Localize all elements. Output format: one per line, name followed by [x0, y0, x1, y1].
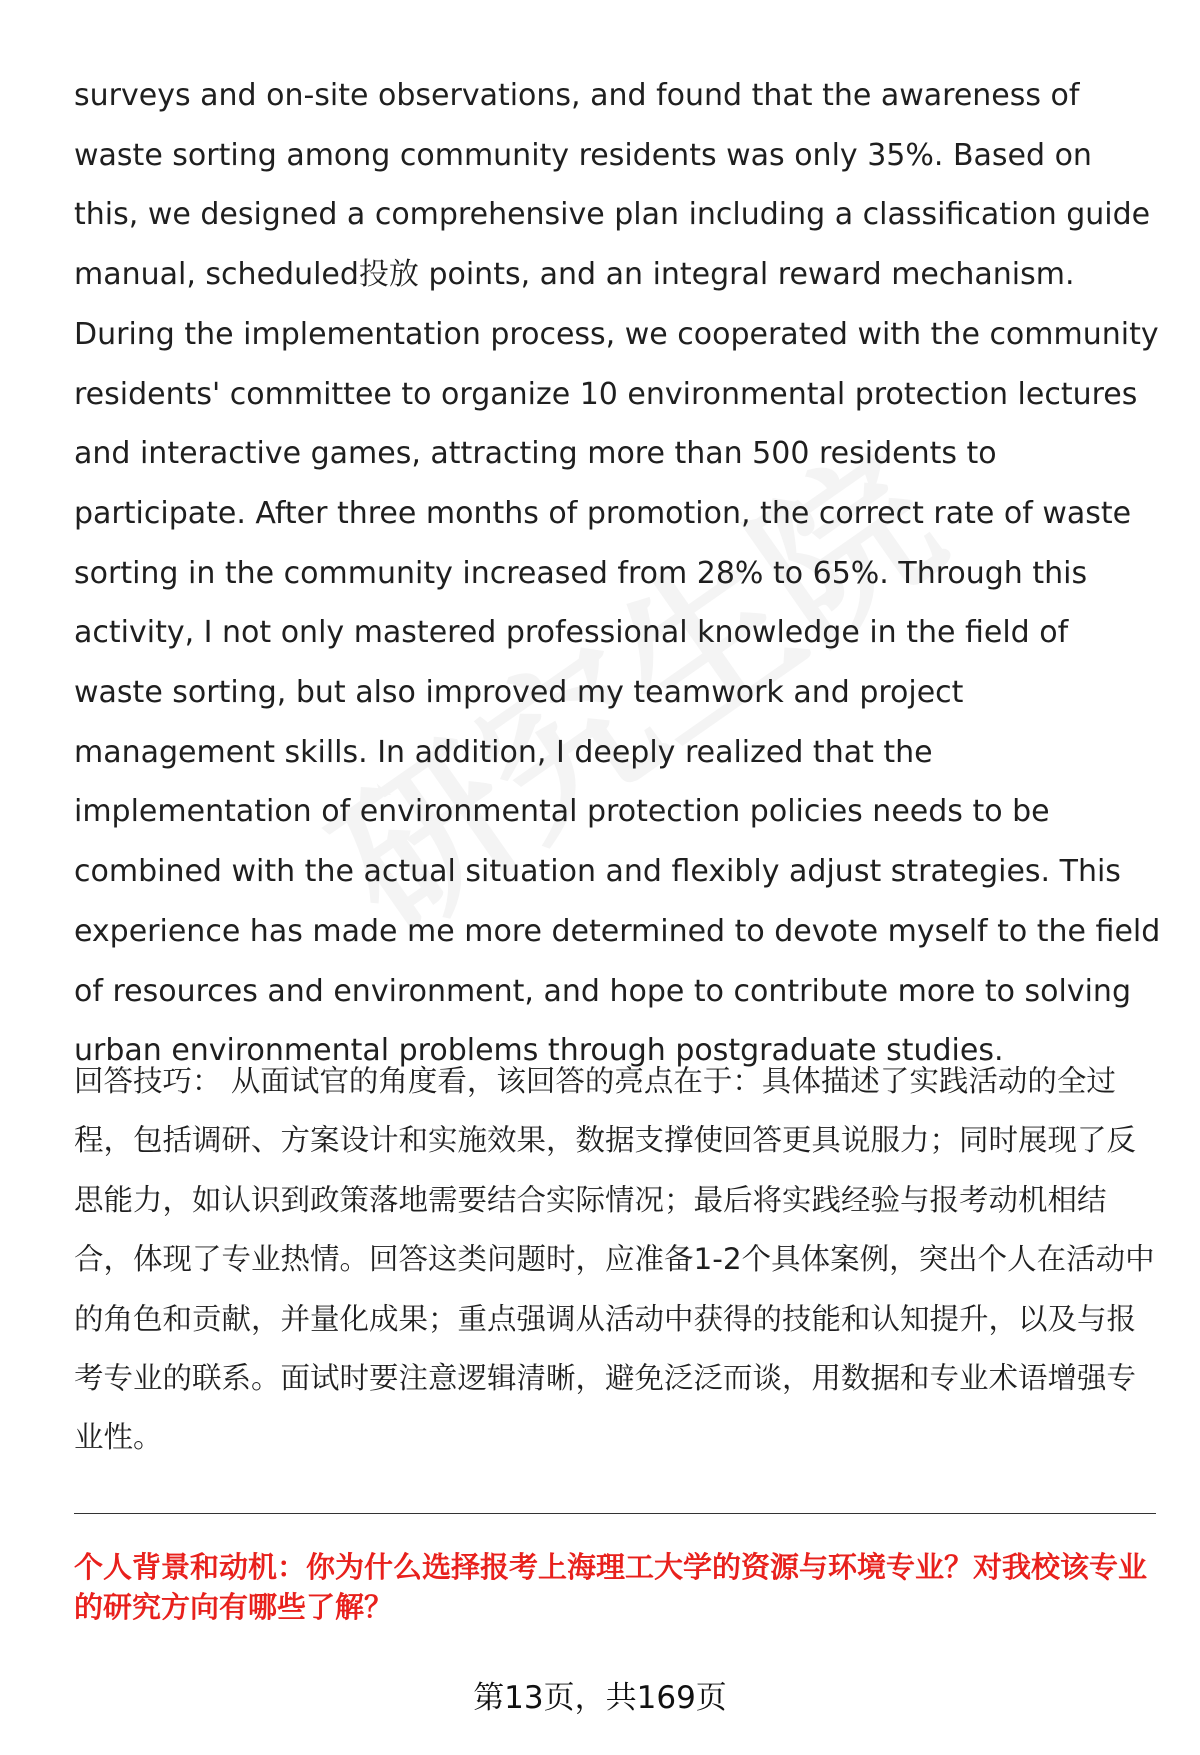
- tip-text: 从面试官的角度看，该回答的亮点在于：具体描述了实践活动的全过程，包括调研、方案设计和实施效果，数据支撑使回答更具说服力；同时展现了反思能力，如认识到政策落地需要结合实际情况；最后将实践经验与报考动机相结合，体现了专业热情。回答这类问题时，应准备1-2个具体案例，突出个人在活动中的角色和贡献，并量化成果；重点强调从活动中获得的技能和认知提升，以及与报考专业的联系。面试时要注意逻辑清晰，避免泛泛而谈，用数据和专业术语增强专业性。: [74, 1064, 1155, 1455]
- answer-tip: [74, 1052, 1164, 1468]
- answer-paragraph: surveys and on-site observations, and found that the awareness of waste sorting among community residents was only 35%. Based on this, we designed a comprehensive plan including a classification guide manual, scheduled投放 points, and an integral reward mechanism. During the implementation process, we cooperated with the community residents' committee to organize 10 environmental protection lectures and interactive games, attracting more than 500 residents to participate. After three months of promotion, the correct rate of waste sorting in the community increased from 28% to 65%. Through this activity, I not only mastered professional knowledge in the field of waste sorting, but also improved my teamwork and project management skills. In addition, I deeply realized that the implementation of environmental protection policies needs to be combined with the actual situation and flexibly adjust strategies. This experience has made me more determined to devote myself to the field of resources and environment, and hope to contribute more to solving urban environmental problems through postgraduate studies.: [74, 78, 1161, 1069]
- next-question-heading: 个人背景和动机：你为什么选择报考上海理工大学的资源与环境专业？对我校该专业的研究方向有哪些了解？: [74, 1550, 1148, 1624]
- section-divider: [74, 1513, 1156, 1514]
- tip-label: 回答技巧：: [74, 1064, 222, 1098]
- page-number: 第13页，共169页: [473, 1680, 727, 1716]
